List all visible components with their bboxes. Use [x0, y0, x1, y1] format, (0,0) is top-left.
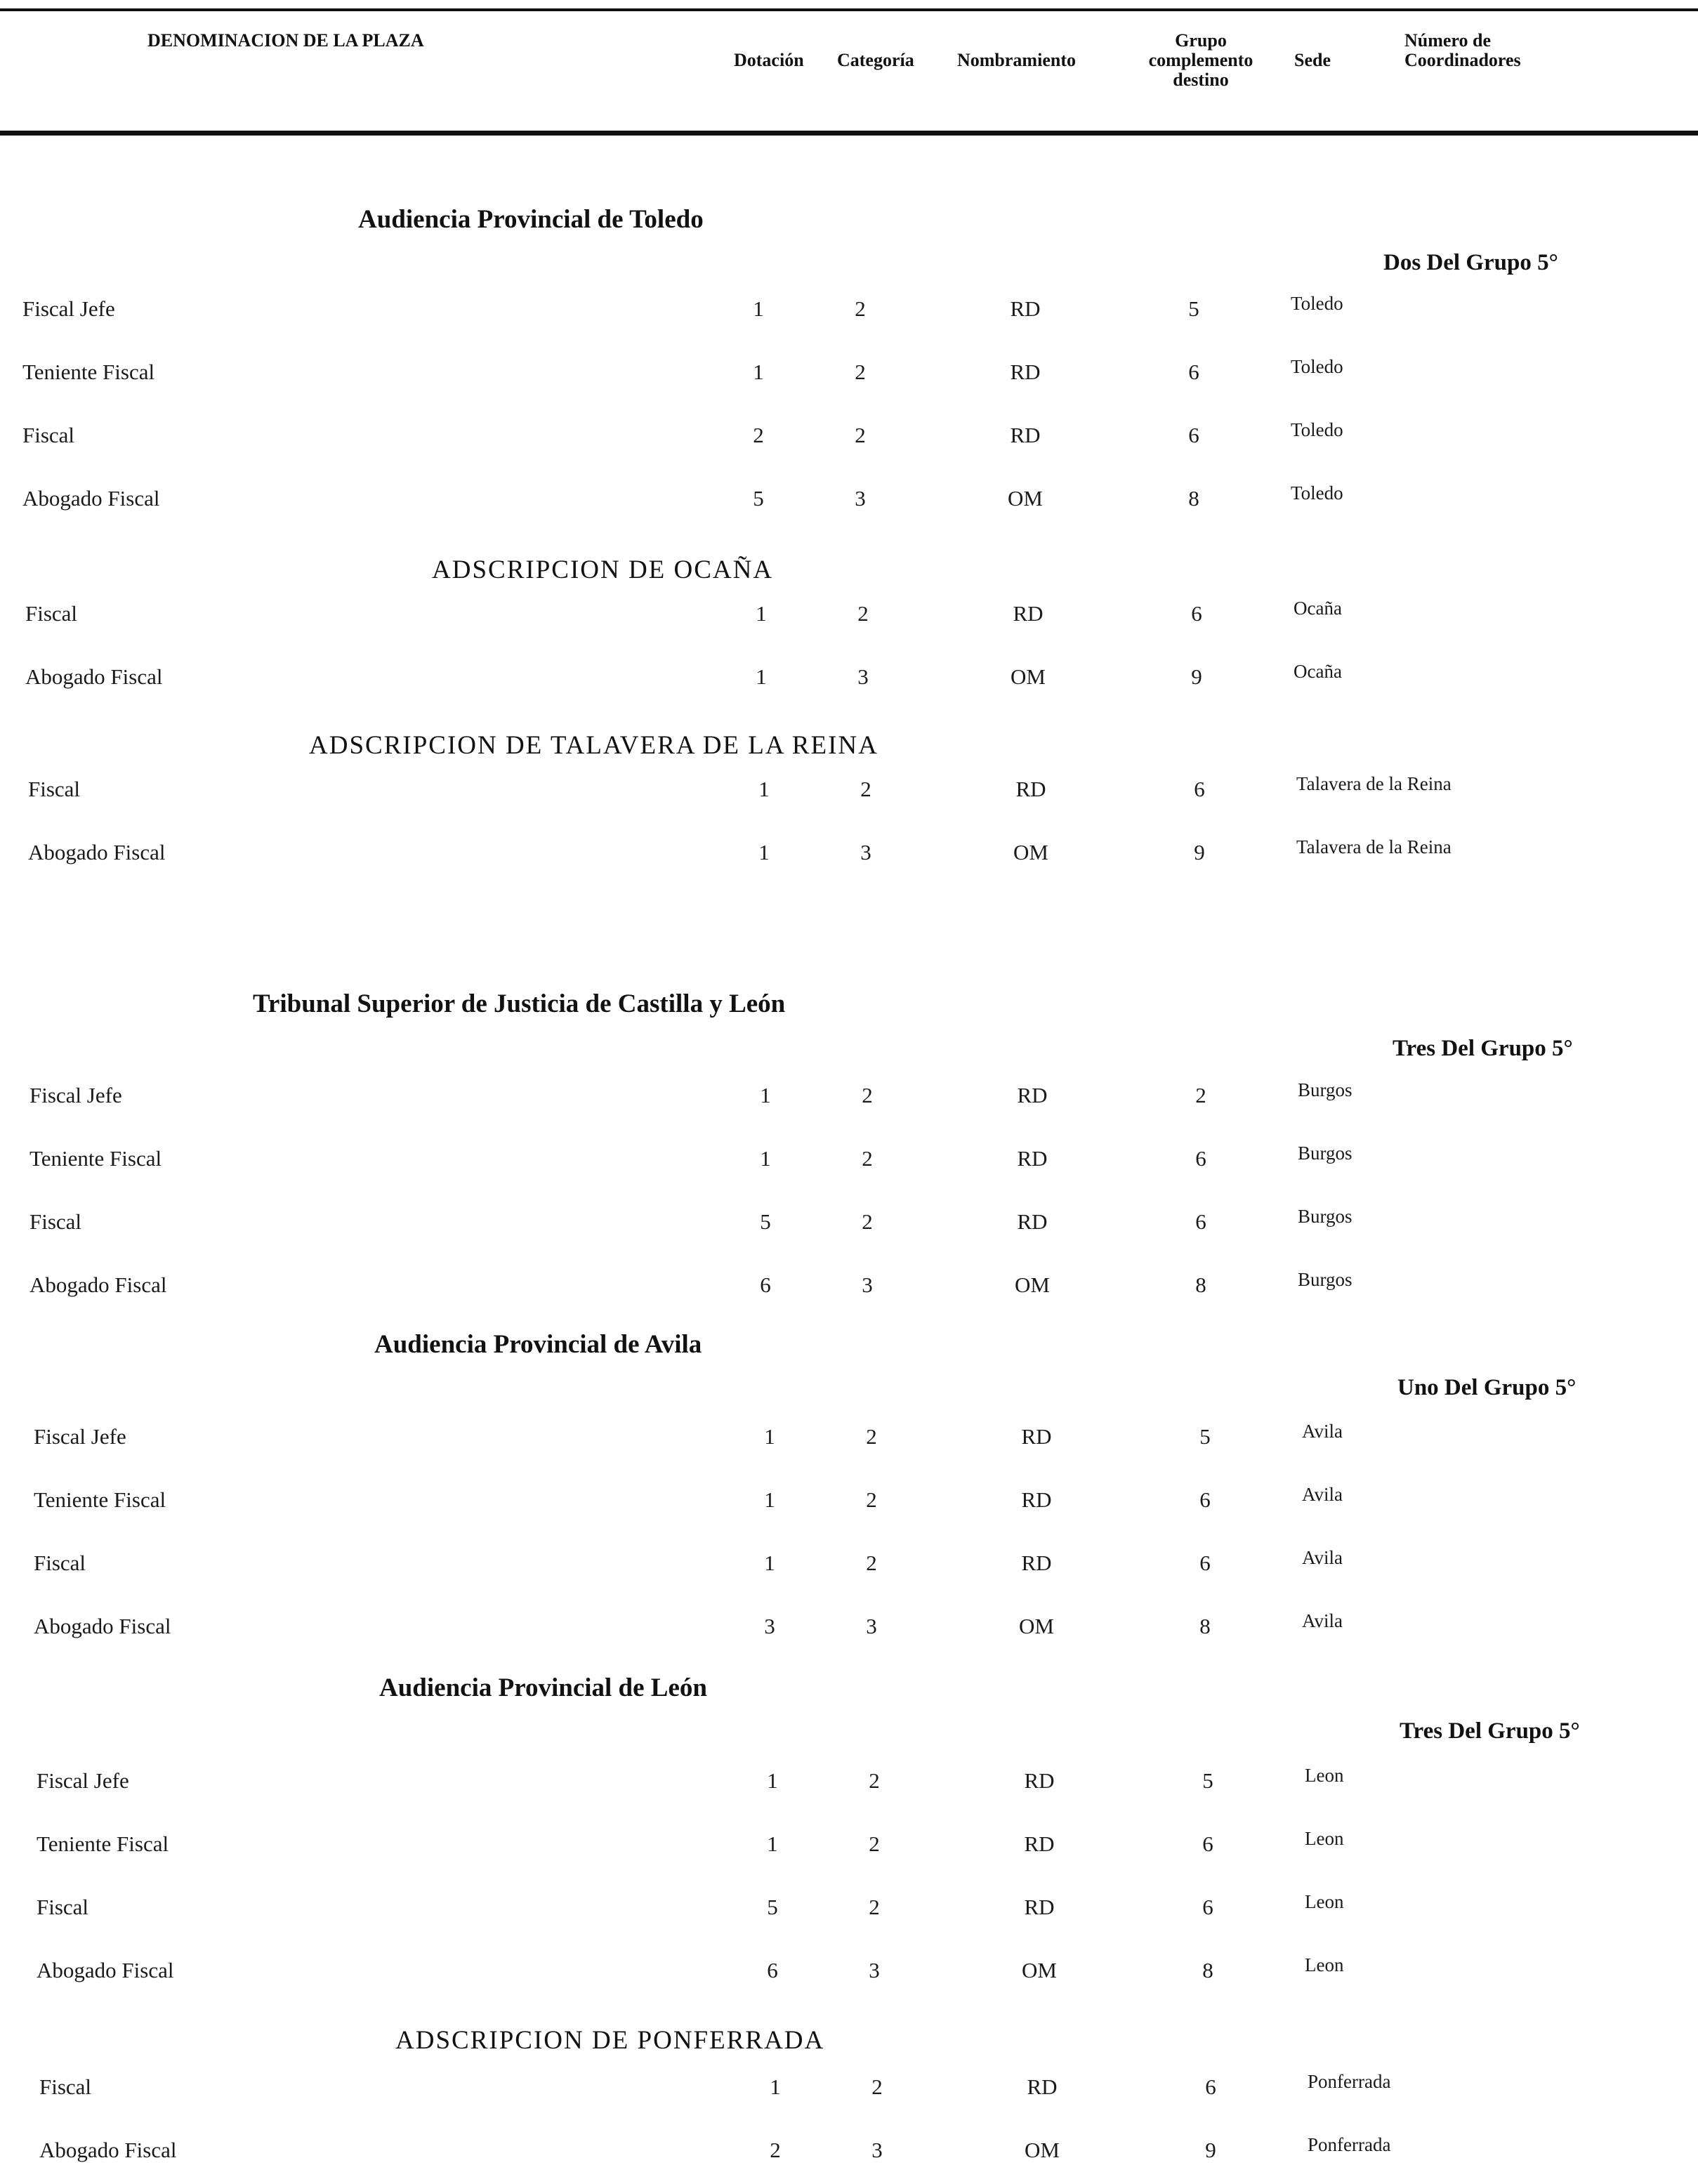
nombramiento-value: RD	[1021, 1487, 1052, 1512]
table-row	[0, 1271, 1698, 1302]
nombramiento-value: OM	[1013, 840, 1048, 864]
plaza-name: Teniente Fiscal	[34, 1487, 166, 1512]
dotacion-value: 1	[756, 664, 767, 689]
header-nombramiento: Nombramiento	[957, 50, 1076, 70]
grupo-value: 6	[1195, 1146, 1206, 1171]
grupo-value: 5	[1199, 1424, 1211, 1449]
sede-value: Ocaña	[1294, 661, 1342, 682]
nombramiento-value: RD	[1013, 601, 1044, 626]
table-row	[0, 2073, 1698, 2104]
grupo-value: 9	[1191, 664, 1202, 689]
sede-value: Avila	[1302, 1610, 1343, 1631]
nombramiento-value: RD	[1017, 1083, 1048, 1107]
categoria-value: 2	[866, 1487, 877, 1512]
dotacion-value: 1	[758, 777, 770, 801]
categoria-value: 2	[871, 2074, 883, 2099]
sede-value: Talavera de la Reina	[1296, 773, 1452, 794]
plaza-name: Abogado Fiscal	[28, 840, 166, 864]
table-row	[0, 2136, 1698, 2167]
table-row	[0, 295, 1698, 326]
sede-value: Burgos	[1298, 1079, 1353, 1100]
plaza-name: Fiscal Jefe	[37, 1768, 129, 1793]
table-row	[0, 775, 1698, 806]
categoria-value: 3	[866, 1614, 877, 1638]
coordinators-count: Tres Del Grupo 5°	[1400, 1718, 1580, 1744]
sede-value: Avila	[1302, 1421, 1343, 1442]
nombramiento-value: RD	[1017, 1209, 1048, 1234]
header-categoria: Categoría	[837, 50, 914, 70]
table-row	[0, 1081, 1698, 1112]
nombramiento-value: OM	[1019, 1614, 1054, 1638]
nombramiento-value: RD	[1024, 1831, 1055, 1856]
categoria-value: 3	[869, 1958, 880, 1982]
grupo-value: 8	[1195, 1272, 1206, 1297]
sede-value: Burgos	[1298, 1269, 1353, 1290]
plaza-name: Teniente Fiscal	[37, 1831, 169, 1856]
nombramiento-value: RD	[1021, 1424, 1052, 1449]
header-numero-line2: Coordinadores	[1404, 50, 1521, 70]
sede-value: Toledo	[1291, 293, 1343, 314]
table-row	[0, 1893, 1698, 1924]
nombramiento-value: RD	[1021, 1551, 1052, 1575]
categoria-value: 2	[862, 1083, 873, 1107]
dotacion-value: 6	[767, 1958, 778, 1982]
categoria-value: 2	[857, 601, 869, 626]
categoria-value: 2	[855, 296, 866, 321]
grupo-value: 6	[1191, 601, 1202, 626]
nombramiento-value: RD	[1027, 2074, 1058, 2099]
grupo-value: 8	[1202, 1958, 1213, 1982]
categoria-value: 3	[860, 840, 871, 864]
plaza-name: Abogado Fiscal	[34, 1614, 171, 1638]
dotacion-value: 1	[753, 296, 764, 321]
sede-value: Burgos	[1298, 1206, 1353, 1227]
top-rule	[0, 8, 1698, 11]
grupo-value: 8	[1199, 1614, 1211, 1638]
plaza-name: Fiscal Jefe	[34, 1424, 126, 1449]
categoria-value: 2	[860, 777, 871, 801]
plaza-name: Fiscal	[25, 601, 78, 626]
categoria-value: 2	[869, 1768, 880, 1793]
grupo-value: 6	[1205, 2074, 1216, 2099]
section-title: Audiencia Provincial de Toledo	[358, 205, 704, 234]
table-row	[0, 1612, 1698, 1643]
header-grupo-line3: destino	[1173, 70, 1229, 90]
grupo-value: 6	[1194, 777, 1205, 801]
header-dotacion: Dotación	[734, 50, 804, 70]
dotacion-value: 5	[767, 1895, 778, 1919]
dotacion-value: 6	[760, 1272, 771, 1297]
grupo-value: 6	[1199, 1551, 1211, 1575]
table-row	[0, 1830, 1698, 1861]
dotacion-value: 1	[764, 1487, 775, 1512]
dotacion-value: 1	[760, 1146, 771, 1171]
grupo-value: 2	[1195, 1083, 1206, 1107]
coordinators-count: Uno Del Grupo 5°	[1397, 1375, 1577, 1400]
categoria-value: 2	[866, 1424, 877, 1449]
nombramiento-value: OM	[1008, 486, 1043, 511]
plaza-name: Abogado Fiscal	[29, 1272, 167, 1297]
table-row	[0, 421, 1698, 452]
dotacion-value: 3	[764, 1614, 775, 1638]
nombramiento-value: RD	[1010, 296, 1041, 321]
sede-value: Avila	[1302, 1547, 1343, 1568]
dotacion-value: 1	[767, 1831, 778, 1856]
categoria-value: 2	[862, 1209, 873, 1234]
grupo-value: 6	[1202, 1831, 1213, 1856]
section-title: ADSCRIPCION DE TALAVERA DE LA REINA	[309, 731, 878, 760]
categoria-value: 3	[857, 664, 869, 689]
dotacion-value: 1	[753, 360, 764, 384]
grupo-value: 6	[1195, 1209, 1206, 1234]
grupo-value: 6	[1199, 1487, 1211, 1512]
sede-value: Ponferrada	[1308, 2071, 1391, 2092]
dotacion-value: 5	[753, 486, 764, 511]
sede-value: Toledo	[1291, 419, 1343, 440]
categoria-value: 2	[855, 360, 866, 384]
dotacion-value: 2	[770, 2138, 781, 2162]
dotacion-value: 1	[764, 1551, 775, 1575]
plaza-name: Fiscal	[28, 777, 81, 801]
sede-value: Avila	[1302, 1484, 1343, 1505]
sede-value: Leon	[1305, 1891, 1344, 1912]
coordinators-count: Dos Del Grupo 5°	[1383, 250, 1558, 275]
header-grupo-complemento-destino	[1124, 31, 1278, 90]
dotacion-value: 1	[764, 1424, 775, 1449]
grupo-value: 8	[1188, 486, 1199, 511]
sede-value: Toledo	[1291, 356, 1343, 377]
grupo-value: 6	[1188, 360, 1199, 384]
table-row	[0, 1145, 1698, 1176]
sede-value: Leon	[1305, 1828, 1344, 1849]
plaza-name: Abogado Fiscal	[25, 664, 163, 689]
section-title: Audiencia Provincial de Avila	[374, 1330, 702, 1359]
plaza-name: Fiscal	[29, 1209, 82, 1234]
nombramiento-value: OM	[1015, 1272, 1050, 1297]
table-row	[0, 838, 1698, 869]
header-grupo-line1: Grupo	[1175, 30, 1227, 51]
categoria-value: 2	[855, 423, 866, 447]
dotacion-value: 1	[770, 2074, 781, 2099]
table-row	[0, 1208, 1698, 1239]
coordinators-count: Tres Del Grupo 5°	[1393, 1036, 1573, 1061]
header-denominacion: DENOMINACION DE LA PLAZA	[147, 30, 424, 51]
sede-value: Leon	[1305, 1765, 1344, 1786]
nombramiento-value: RD	[1010, 360, 1041, 384]
section-title: Tribunal Superior de Justicia de Castilla y León	[253, 989, 786, 1018]
nombramiento-value: OM	[1022, 1958, 1057, 1982]
table-row	[0, 663, 1698, 694]
plaza-name: Abogado Fiscal	[22, 486, 160, 511]
nombramiento-value: RD	[1010, 423, 1041, 447]
dotacion-value: 1	[767, 1768, 778, 1793]
header-rule	[0, 131, 1698, 136]
plaza-name: Abogado Fiscal	[37, 1958, 174, 1982]
table-row	[0, 600, 1698, 631]
categoria-value: 2	[866, 1551, 877, 1575]
header-numero-coordinadores	[1404, 31, 1587, 70]
nombramiento-value: RD	[1024, 1768, 1055, 1793]
plaza-name: Fiscal	[39, 2074, 92, 2099]
categoria-value: 2	[869, 1831, 880, 1856]
header-grupo-line2: complemento	[1148, 50, 1253, 70]
plaza-name: Fiscal Jefe	[29, 1083, 122, 1107]
categoria-value: 2	[862, 1146, 873, 1171]
plaza-name: Teniente Fiscal	[22, 360, 155, 384]
grupo-value: 5	[1188, 296, 1199, 321]
nombramiento-value: RD	[1015, 777, 1046, 801]
plaza-name: Fiscal Jefe	[22, 296, 115, 321]
grupo-value: 9	[1194, 840, 1205, 864]
nombramiento-value: RD	[1024, 1895, 1055, 1919]
section-title: ADSCRIPCION DE PONFERRADA	[395, 2026, 825, 2055]
sede-value: Ponferrada	[1308, 2134, 1391, 2155]
categoria-value: 2	[869, 1895, 880, 1919]
plaza-name: Fiscal	[34, 1551, 86, 1575]
section-title: Audiencia Provincial de León	[379, 1673, 707, 1702]
table-row	[0, 1423, 1698, 1454]
header-sede: Sede	[1294, 50, 1331, 70]
categoria-value: 3	[855, 486, 866, 511]
dotacion-value: 1	[760, 1083, 771, 1107]
sede-value: Leon	[1305, 1954, 1344, 1975]
table-row	[0, 1486, 1698, 1517]
sede-value: Toledo	[1291, 482, 1343, 504]
header-numero-line1: Número de	[1404, 30, 1492, 51]
plaza-name: Fiscal	[37, 1895, 89, 1919]
categoria-value: 3	[862, 1272, 873, 1297]
plaza-name: Teniente Fiscal	[29, 1146, 162, 1171]
grupo-value: 6	[1202, 1895, 1213, 1919]
table-row	[0, 1767, 1698, 1798]
sede-value: Burgos	[1298, 1143, 1353, 1164]
plaza-name: Fiscal	[22, 423, 75, 447]
grupo-value: 6	[1188, 423, 1199, 447]
dotacion-value: 5	[760, 1209, 771, 1234]
sede-value: Ocaña	[1294, 598, 1342, 619]
grupo-value: 9	[1205, 2138, 1216, 2162]
dotacion-value: 1	[756, 601, 767, 626]
dotacion-value: 1	[758, 840, 770, 864]
table-row	[0, 358, 1698, 389]
nombramiento-value: OM	[1025, 2138, 1060, 2162]
table-row	[0, 482, 1698, 515]
section-title: ADSCRIPCION DE OCAÑA	[432, 555, 774, 584]
grupo-value: 5	[1202, 1768, 1213, 1793]
table-row	[0, 1549, 1698, 1580]
sede-value: Talavera de la Reina	[1296, 836, 1452, 857]
nombramiento-value: OM	[1011, 664, 1046, 689]
plaza-name: Abogado Fiscal	[39, 2138, 177, 2162]
table-row	[0, 1956, 1698, 1987]
categoria-value: 3	[871, 2138, 883, 2162]
dotacion-value: 2	[753, 423, 764, 447]
nombramiento-value: RD	[1017, 1146, 1048, 1171]
